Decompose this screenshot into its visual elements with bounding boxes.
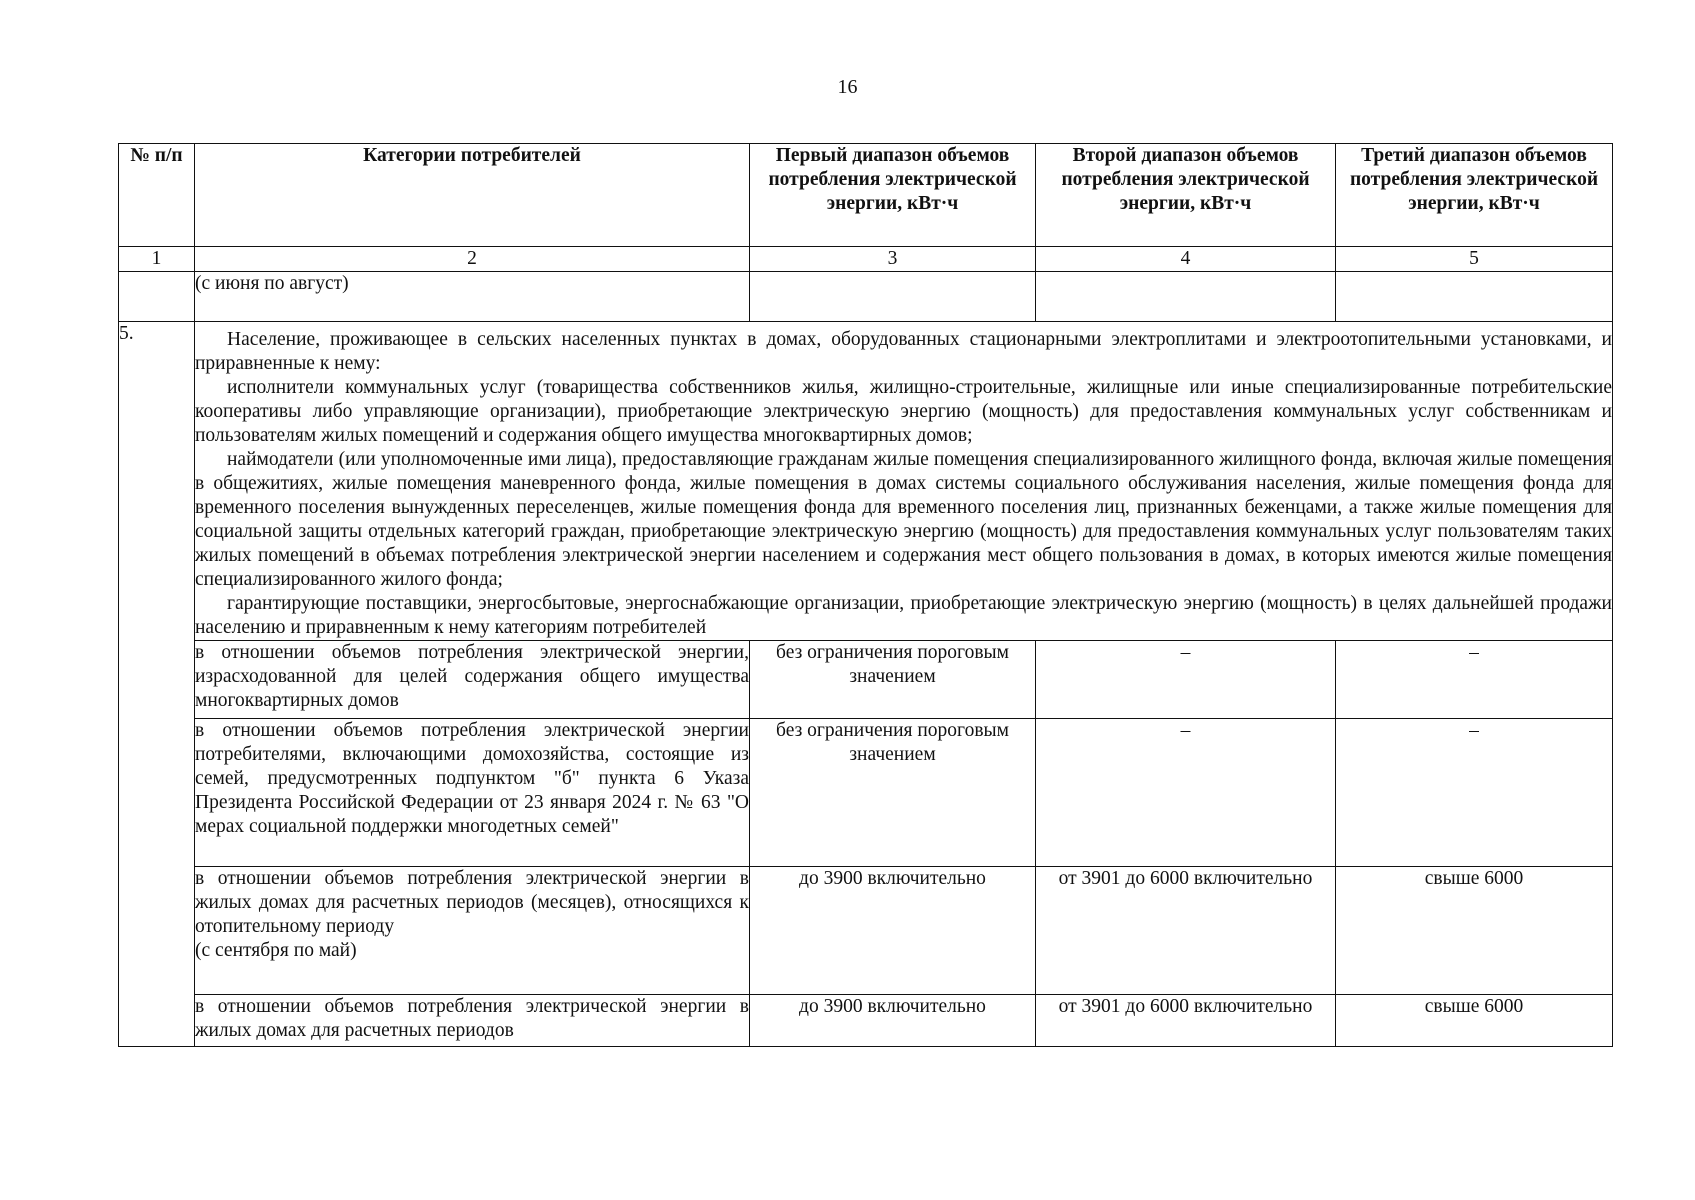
row-range2: –: [1036, 719, 1336, 867]
row-range3: –: [1336, 641, 1613, 719]
column-number-1: 1: [119, 247, 195, 272]
continued-range3: [1336, 272, 1613, 322]
table-row: [119, 719, 1613, 867]
section-number: 5.: [119, 322, 195, 1047]
row-category: в отношении объемов потребления электрической энергии потребителями, включающими домохозяйства, состоящие из семей, предусмотренных подпунктом "б" пункта 6 Указа Президента Российской Федерации от 23 января 2024 г. № 63 "О мерах социальной поддержки многодетных семей": [195, 719, 750, 867]
section-intro-row: [119, 322, 1613, 641]
table-row: [119, 995, 1613, 1047]
row-category: в отношении объемов потребления электрической энергии, израсходованной для целей содержания общего имущества многоквартирных домов: [195, 641, 750, 719]
section-intro: [195, 322, 1613, 641]
header-range3: Третий диапазон объемов потребления электрической энергии, кВт·ч: [1336, 144, 1613, 247]
continued-category: (с июня по август): [195, 272, 750, 322]
tariff-table: [118, 143, 1613, 1047]
row-category: в отношении объемов потребления электрической энергии в жилых домах для расчетных периодов: [195, 995, 750, 1047]
intro-paragraph: исполнители коммунальных услуг (товарищества собственников жилья, жилищно-строительные, жилищные или иные специализированные потребительские кооперативы либо управляющие организации), приобретающие электрическую энергию (мощность) для предоставления коммунальных услуг собственникам и пользователям жилых помещений и содержания общего имущества многоквартирных домов;: [195, 377, 1612, 446]
header-range2: Второй диапазон объемов потребления электрической энергии, кВт·ч: [1036, 144, 1336, 247]
continued-num-cell: [119, 272, 195, 322]
row-range1: без ограничения пороговым значением: [750, 641, 1036, 719]
row-range3: свыше 6000: [1336, 867, 1613, 995]
column-number-2: 2: [195, 247, 750, 272]
table-row: [119, 867, 1613, 995]
intro-paragraph: гарантирующие поставщики, энергосбытовые, энергоснабжающие организации, приобретающие электрическую энергию (мощность) в целях дальнейшей продажи населению и приравненным к нему категориям потребителей: [195, 593, 1612, 638]
row-range2: –: [1036, 641, 1336, 719]
header-num: № п/п: [119, 144, 195, 247]
page-number: 16: [837, 76, 858, 98]
row-range2: от 3901 до 6000 включительно: [1036, 995, 1336, 1047]
column-number-5: 5: [1336, 247, 1613, 272]
table-row: [119, 641, 1613, 719]
row-range3: –: [1336, 719, 1613, 867]
continued-row: [119, 272, 1613, 322]
column-number-3: 3: [750, 247, 1036, 272]
row-range3: свыше 6000: [1336, 995, 1613, 1047]
intro-paragraph: Население, проживающее в сельских населенных пунктах в домах, оборудованных стационарными электроплитами и электроотопительными установками, и приравненные к нему:: [195, 329, 1612, 374]
row-range1: без ограничения пороговым значением: [750, 719, 1036, 867]
header-range1: Первый диапазон объемов потребления электрической энергии, кВт·ч: [750, 144, 1036, 247]
row-range1: до 3900 включительно: [750, 867, 1036, 995]
continued-range2: [1036, 272, 1336, 322]
header-category: Категории потребителей: [195, 144, 750, 247]
row-range1: до 3900 включительно: [750, 995, 1036, 1047]
column-number-row: [119, 247, 1613, 272]
intro-paragraph: наймодатели (или уполномоченные ими лица), предоставляющие гражданам жилые помещения специализированного жилищного фонда, включая жилые помещения в общежитиях, жилые помещения маневренного фонда, жилые помещения в домах системы социального обслуживания населения, жилые помещения фонда для временного поселения вынужденных переселенцев, жилые помещения фонда для временного поселения лиц, признанных беженцами, а также жилые помещения для социальной защиты отдельных категорий граждан, приобретающие электрическую энергию (мощность) для предоставления коммунальных услуг пользователям таких жилых помещений в объемах потребления электрической энергии населением и содержания мест общего пользования в домах, в которых имеются жилые помещения специализированного жилого фонда;: [195, 449, 1612, 590]
column-number-4: 4: [1036, 247, 1336, 272]
row-range2: от 3901 до 6000 включительно: [1036, 867, 1336, 995]
header-row: [119, 144, 1613, 247]
row-category: в отношении объемов потребления электрической энергии в жилых домах для расчетных периодов (месяцев), относящихся к отопительному периоду (с сентября по май): [195, 867, 750, 995]
continued-range1: [750, 272, 1036, 322]
